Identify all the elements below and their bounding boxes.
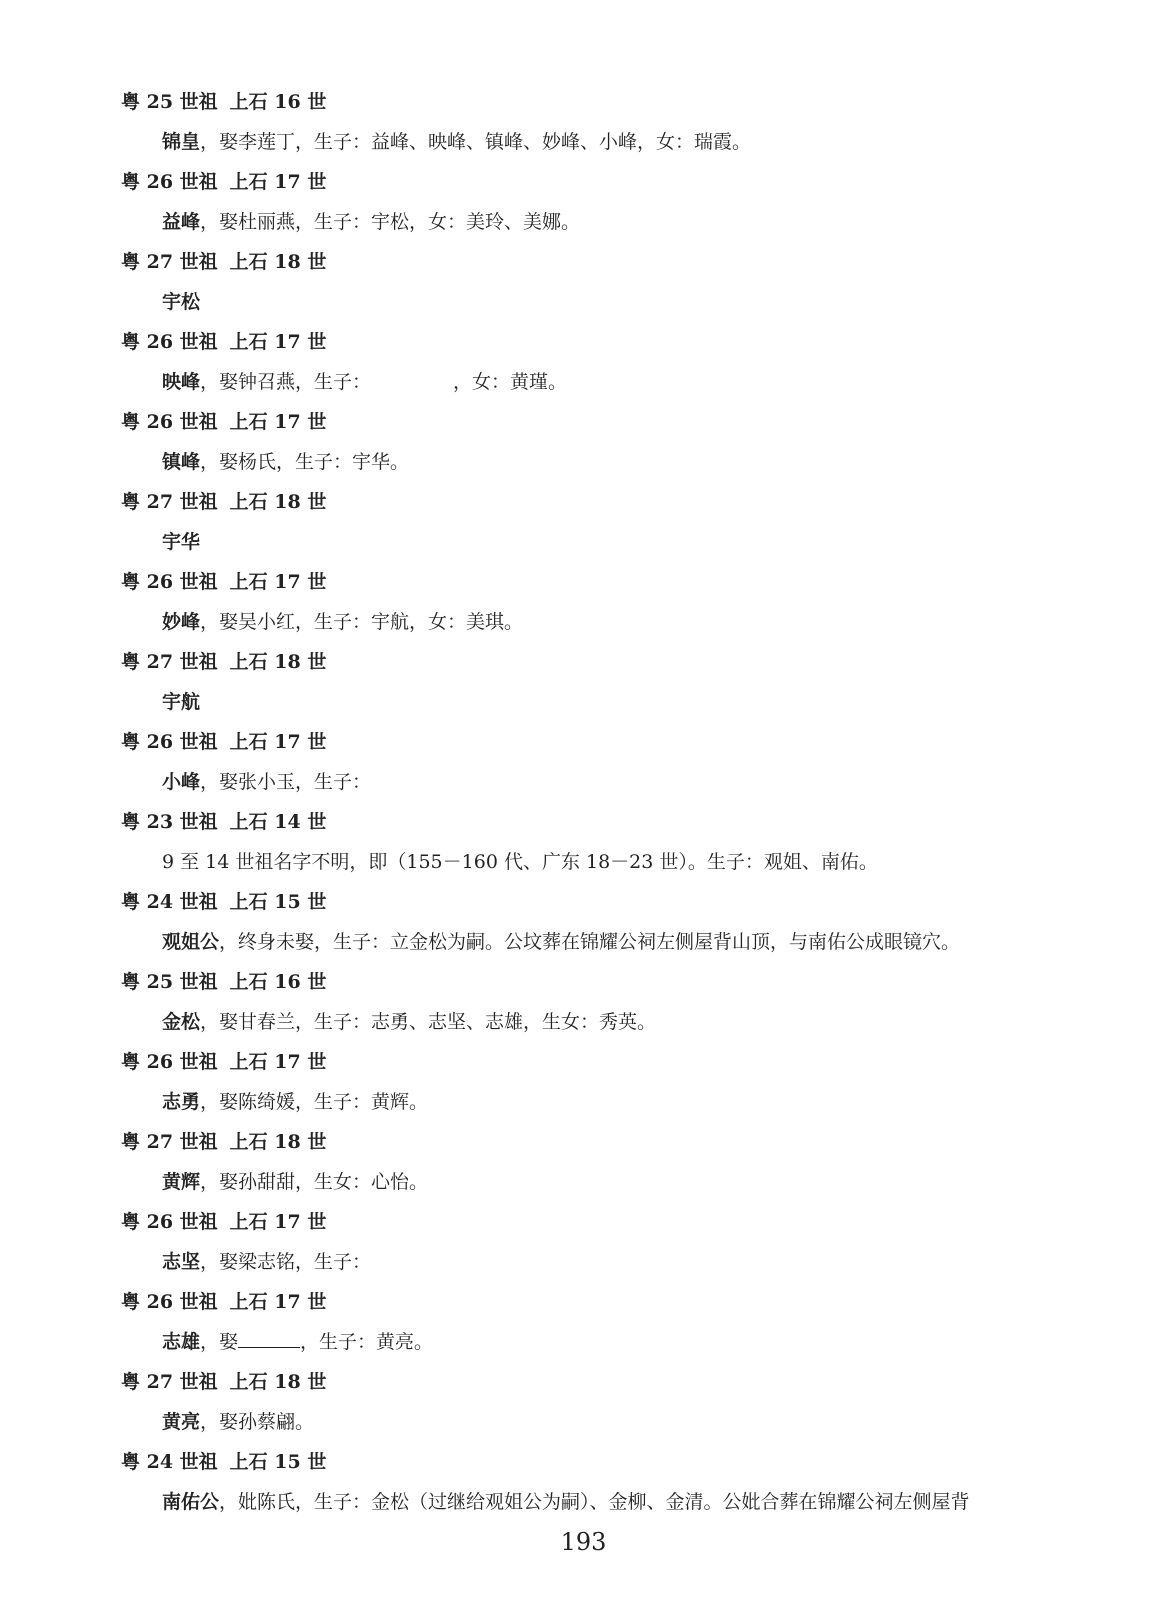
entry-content: [0, 922, 1167, 962]
generation-heading: [0, 162, 1167, 202]
yue-generation: 粤 27 世祖: [121, 251, 218, 273]
shangshi-generation: 上石 17 世: [229, 731, 327, 753]
shangshi-generation: 上石 17 世: [229, 1211, 327, 1233]
yue-generation: 粤 24 世祖: [121, 1451, 218, 1473]
generation-heading: [0, 1042, 1167, 1082]
yue-generation: 粤 25 世祖: [121, 971, 218, 993]
generation-heading: [0, 1282, 1167, 1322]
shangshi-generation: 上石 18 世: [229, 1131, 327, 1153]
entry-text: ，娶杨氏，生子：宇华。: [200, 451, 410, 473]
yue-generation: 粤 27 世祖: [121, 651, 218, 673]
person-name: 映峰: [162, 371, 201, 393]
entry-content: [0, 1402, 1167, 1442]
yue-generation: 粤 26 世祖: [121, 171, 218, 193]
entry-text: ，娶: [200, 1331, 239, 1353]
generation-heading: [0, 882, 1167, 922]
genealogy-entries: [0, 82, 1167, 1522]
entry-text: ，娶杜丽燕，生子：宇松，女：美玲、美娜。: [200, 211, 581, 233]
yue-generation: 粤 25 世祖: [121, 91, 218, 113]
shangshi-generation: 上石 18 世: [229, 651, 327, 673]
shangshi-generation: 上石 17 世: [229, 1051, 327, 1073]
entry-text: ，娶陈绮媛，生子：黄辉。: [200, 1091, 429, 1113]
entry-content: [0, 1002, 1167, 1042]
entry-content: [0, 122, 1167, 162]
entry-content: [0, 842, 1167, 882]
person-name: 志坚: [162, 1251, 201, 1273]
entry-text-after-blank: ，女：黄瑾。: [453, 371, 568, 393]
person-name: 志雄: [162, 1331, 201, 1353]
yue-generation: 粤 26 世祖: [121, 1051, 218, 1073]
entry-text: ，妣陈氏，生子：金松（过继给观姐公为嗣）、金柳、金清。公妣合葬在锦耀公祠左侧屋背: [219, 1491, 970, 1513]
yue-generation: 粤 26 世祖: [121, 1211, 218, 1233]
person-name: 宇航: [162, 691, 201, 713]
entry-content: [0, 682, 1167, 722]
generation-heading: [0, 962, 1167, 1002]
entry-content: [0, 1242, 1167, 1282]
person-name: 锦皇: [162, 131, 201, 153]
generation-heading: [0, 322, 1167, 362]
person-name: 南佑公: [162, 1491, 220, 1513]
entry-text: ，娶孙甜甜，生女：心怡。: [200, 1171, 429, 1193]
yue-generation: 粤 26 世祖: [121, 731, 218, 753]
shangshi-generation: 上石 18 世: [229, 491, 327, 513]
entry-text: 9 至 14 世祖名字不明，即（155－160 代、广东 18－23 世）。生子：观姐、南佑。: [162, 851, 878, 873]
generation-heading: [0, 1122, 1167, 1162]
entry-text: ，娶梁志铭，生子：: [200, 1251, 372, 1273]
entry-content: [0, 1482, 1167, 1522]
generation-heading: [0, 642, 1167, 682]
person-name: 志勇: [162, 1091, 201, 1113]
generation-heading: [0, 82, 1167, 122]
generation-heading: [0, 562, 1167, 602]
entry-content: [0, 282, 1167, 322]
entry-text: ，娶张小玉，生子：: [200, 771, 372, 793]
person-name: 宇华: [162, 531, 201, 553]
entry-content: [0, 762, 1167, 802]
entry-content: [0, 442, 1167, 482]
shangshi-generation: 上石 17 世: [229, 1291, 327, 1313]
yue-generation: 粤 26 世祖: [121, 411, 218, 433]
shangshi-generation: 上石 14 世: [229, 811, 327, 833]
generation-heading: [0, 482, 1167, 522]
shangshi-generation: 上石 17 世: [229, 331, 327, 353]
entry-content: [0, 1082, 1167, 1122]
shangshi-generation: 上石 18 世: [229, 1371, 327, 1393]
generation-heading: [0, 242, 1167, 282]
person-name: 镇峰: [162, 451, 201, 473]
entry-content: [0, 602, 1167, 642]
person-name: 益峰: [162, 211, 201, 233]
yue-generation: 粤 27 世祖: [121, 491, 218, 513]
entry-text: ，娶吴小红，生子：宇航，女：美琪。: [200, 611, 524, 633]
yue-generation: 粤 23 世祖: [121, 811, 218, 833]
generation-heading: [0, 402, 1167, 442]
yue-generation: 粤 24 世祖: [121, 891, 218, 913]
yue-generation: 粤 26 世祖: [121, 571, 218, 593]
entry-text: ，娶孙蔡翩。: [200, 1411, 315, 1433]
shangshi-generation: 上石 15 世: [229, 1451, 327, 1473]
entry-text: ，娶李莲丁，生子：益峰、映峰、镇峰、妙峰、小峰，女：瑞霞。: [200, 131, 752, 153]
generation-heading: [0, 1442, 1167, 1482]
page-number: 193: [560, 1528, 607, 1556]
person-name: 小峰: [162, 771, 201, 793]
yue-generation: 粤 26 世祖: [121, 1291, 218, 1313]
generation-heading: [0, 1362, 1167, 1402]
entry-content: [0, 1322, 1167, 1362]
entry-content: [0, 362, 1167, 402]
yue-generation: 粤 26 世祖: [121, 331, 218, 353]
shangshi-generation: 上石 17 世: [229, 411, 327, 433]
shangshi-generation: 上石 16 世: [229, 971, 327, 993]
yue-generation: 粤 27 世祖: [121, 1131, 218, 1153]
generation-heading: [0, 722, 1167, 762]
person-name: 观姐公: [162, 931, 220, 953]
shangshi-generation: 上石 18 世: [229, 251, 327, 273]
underline-blank: [238, 1331, 300, 1348]
person-name: 宇松: [162, 291, 201, 313]
generation-heading: [0, 1202, 1167, 1242]
generation-heading: [0, 802, 1167, 842]
shangshi-generation: 上石 17 世: [229, 171, 327, 193]
yue-generation: 粤 27 世祖: [121, 1371, 218, 1393]
shangshi-generation: 上石 17 世: [229, 571, 327, 593]
entry-content: [0, 202, 1167, 242]
entry-content: [0, 1162, 1167, 1202]
person-name: 黄辉: [162, 1171, 201, 1193]
shangshi-generation: 上石 16 世: [229, 91, 327, 113]
entry-text: ，终身未娶，生子：立金松为嗣。公坟葬在锦耀公祠左侧屋背山顶，与南佑公成眼镜穴。: [219, 931, 961, 953]
person-name: 金松: [162, 1011, 201, 1033]
person-name: 黄亮: [162, 1411, 201, 1433]
shangshi-generation: 上石 15 世: [229, 891, 327, 913]
person-name: 妙峰: [162, 611, 201, 633]
entry-text: ，娶甘春兰，生子：志勇、志坚、志雄，生女：秀英。: [200, 1011, 657, 1033]
entry-text: ，娶钟召燕，生子：: [200, 371, 372, 393]
entry-text-after-line: ，生子：黄亮。: [300, 1331, 434, 1353]
entry-content: [0, 522, 1167, 562]
